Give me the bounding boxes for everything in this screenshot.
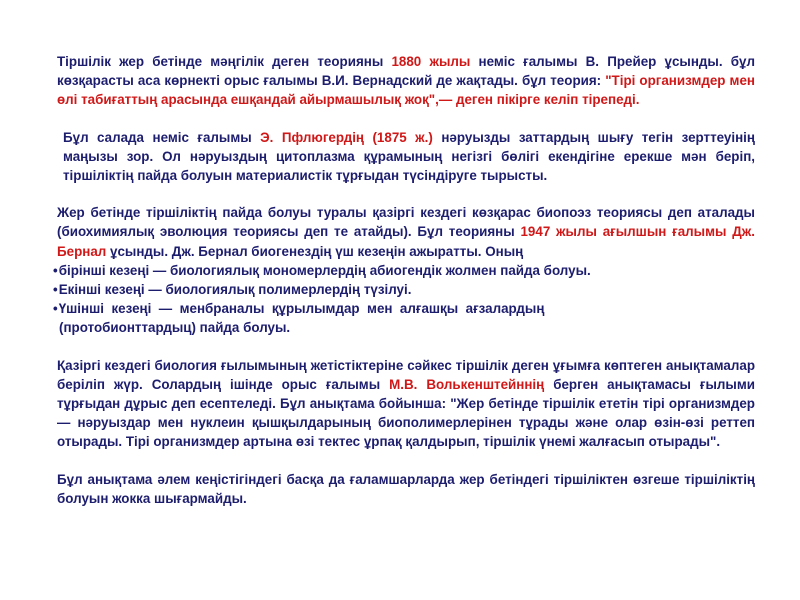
p1-quote: "Тірі организмдер мен өлі табиғаттың арасында ешқандай айырмашылық жоқ", bbox=[57, 73, 755, 108]
p1-text-c: — деген пікірге келіп тірепеді. bbox=[438, 92, 640, 108]
list-item-stage-2 bbox=[51, 280, 755, 299]
p1-year: 1880 жылы bbox=[391, 54, 471, 69]
list-item-stage-3 bbox=[51, 299, 755, 337]
p3-red: 1947 жылы ағылшын ғалымы Дж. Бернал bbox=[57, 224, 755, 259]
p1-text-a: Тіршілік жер бетінде мәңгілік деген теорияны bbox=[57, 54, 392, 69]
p4-text-a: Қазіргі кездегі биология ғылымының жетістіктеріне сәйкес тіршілік деген ұғымға көптеген анықтамалар беріліп жүр. Солардың ішінде орыс ғалымы bbox=[57, 357, 755, 392]
stage-1-text: бірінші кезеңі — биологиялық мономерлердің абиогендік жолмен пайда болуы. bbox=[58, 262, 591, 278]
p2-text-b: нәруызды заттардың шығу тегін зерттеуінің маңызы зор. Ол нәруыздың цитоплазма құрамының негізгі бөлігі екендігіне ерекше мән беріп, тіршіліктің пайда болуын материалистік тұрғыдан түсіндіруге тырысты. bbox=[63, 129, 755, 184]
p2-text-a: Бұл салада неміс ғалымы bbox=[63, 129, 261, 145]
p3-text-a: Жер бетінде тіршіліктің пайда болуы туралы қазіргі кездегі көзқарас биопоэз теориясы деп аталады (биохимиялық эволюция теориясы деп те атайды). Бұл теорияны bbox=[57, 205, 755, 240]
paragraph-preyer bbox=[57, 52, 755, 110]
paragraph-volkenstein bbox=[57, 356, 755, 452]
stage-3-text-b: (протобионттардыц) пайда болуы. bbox=[59, 320, 291, 336]
p3-text-b: ұсынды. Дж. Бернал биогенездің үш кезеңін ажыратты. Оның bbox=[106, 243, 524, 259]
bullet-marker: • bbox=[53, 282, 58, 298]
p4-name: М.В. Волькенштейннің bbox=[389, 376, 545, 392]
stage-2-text: Екінші кезеңі — биологиялық полимерлердің түзілуі. bbox=[58, 282, 412, 298]
stage-3-text-a: Үшінші кезеңі — менбраналы құрылымдар мен алғашқы ағзалардың bbox=[58, 301, 545, 317]
stages-list bbox=[53, 261, 755, 338]
p4-text-b: берген анықтамасы ғылыми тұрғыдан дұрыс деп есептеледі. Бұл анықтама бойынша: "Жер бетінде тіршілік ететін тірі организмдер — нәруыздар мен нуклеин қышқылдарының биополимерлерінен тұрады және олар өзін-өзі реттеп отырады. Тірі организмдер артына өзі тектес ұрпақ қалдырып, тіршілік үнемі жалғасып отырады". bbox=[57, 376, 755, 450]
p1-text-b: неміс ғалымы В. Прейер ұсынды. бұл көзқарасты аса көрнекті орыс ғалымы В.И. Вернадский де жақтады. бұл теория: bbox=[57, 54, 755, 89]
paragraph-conclusion bbox=[57, 470, 755, 508]
p2-name: Э. Пфлюгердің (1875 ж.) bbox=[260, 129, 433, 145]
list-item-stage-1 bbox=[51, 261, 755, 280]
paragraph-pfluger bbox=[57, 128, 755, 186]
p5-text: Бұл анықтама әлем кеңістігіндегі басқа да ғаламшарларда жер бетіндегі тіршіліктен өзгеше тіршіліктің болуын жокка шығармайды. bbox=[57, 471, 755, 506]
slide-body bbox=[53, 52, 755, 526]
bullet-marker: • bbox=[53, 301, 58, 317]
paragraph-bernal bbox=[57, 203, 755, 261]
bullet-marker: • bbox=[53, 262, 58, 278]
